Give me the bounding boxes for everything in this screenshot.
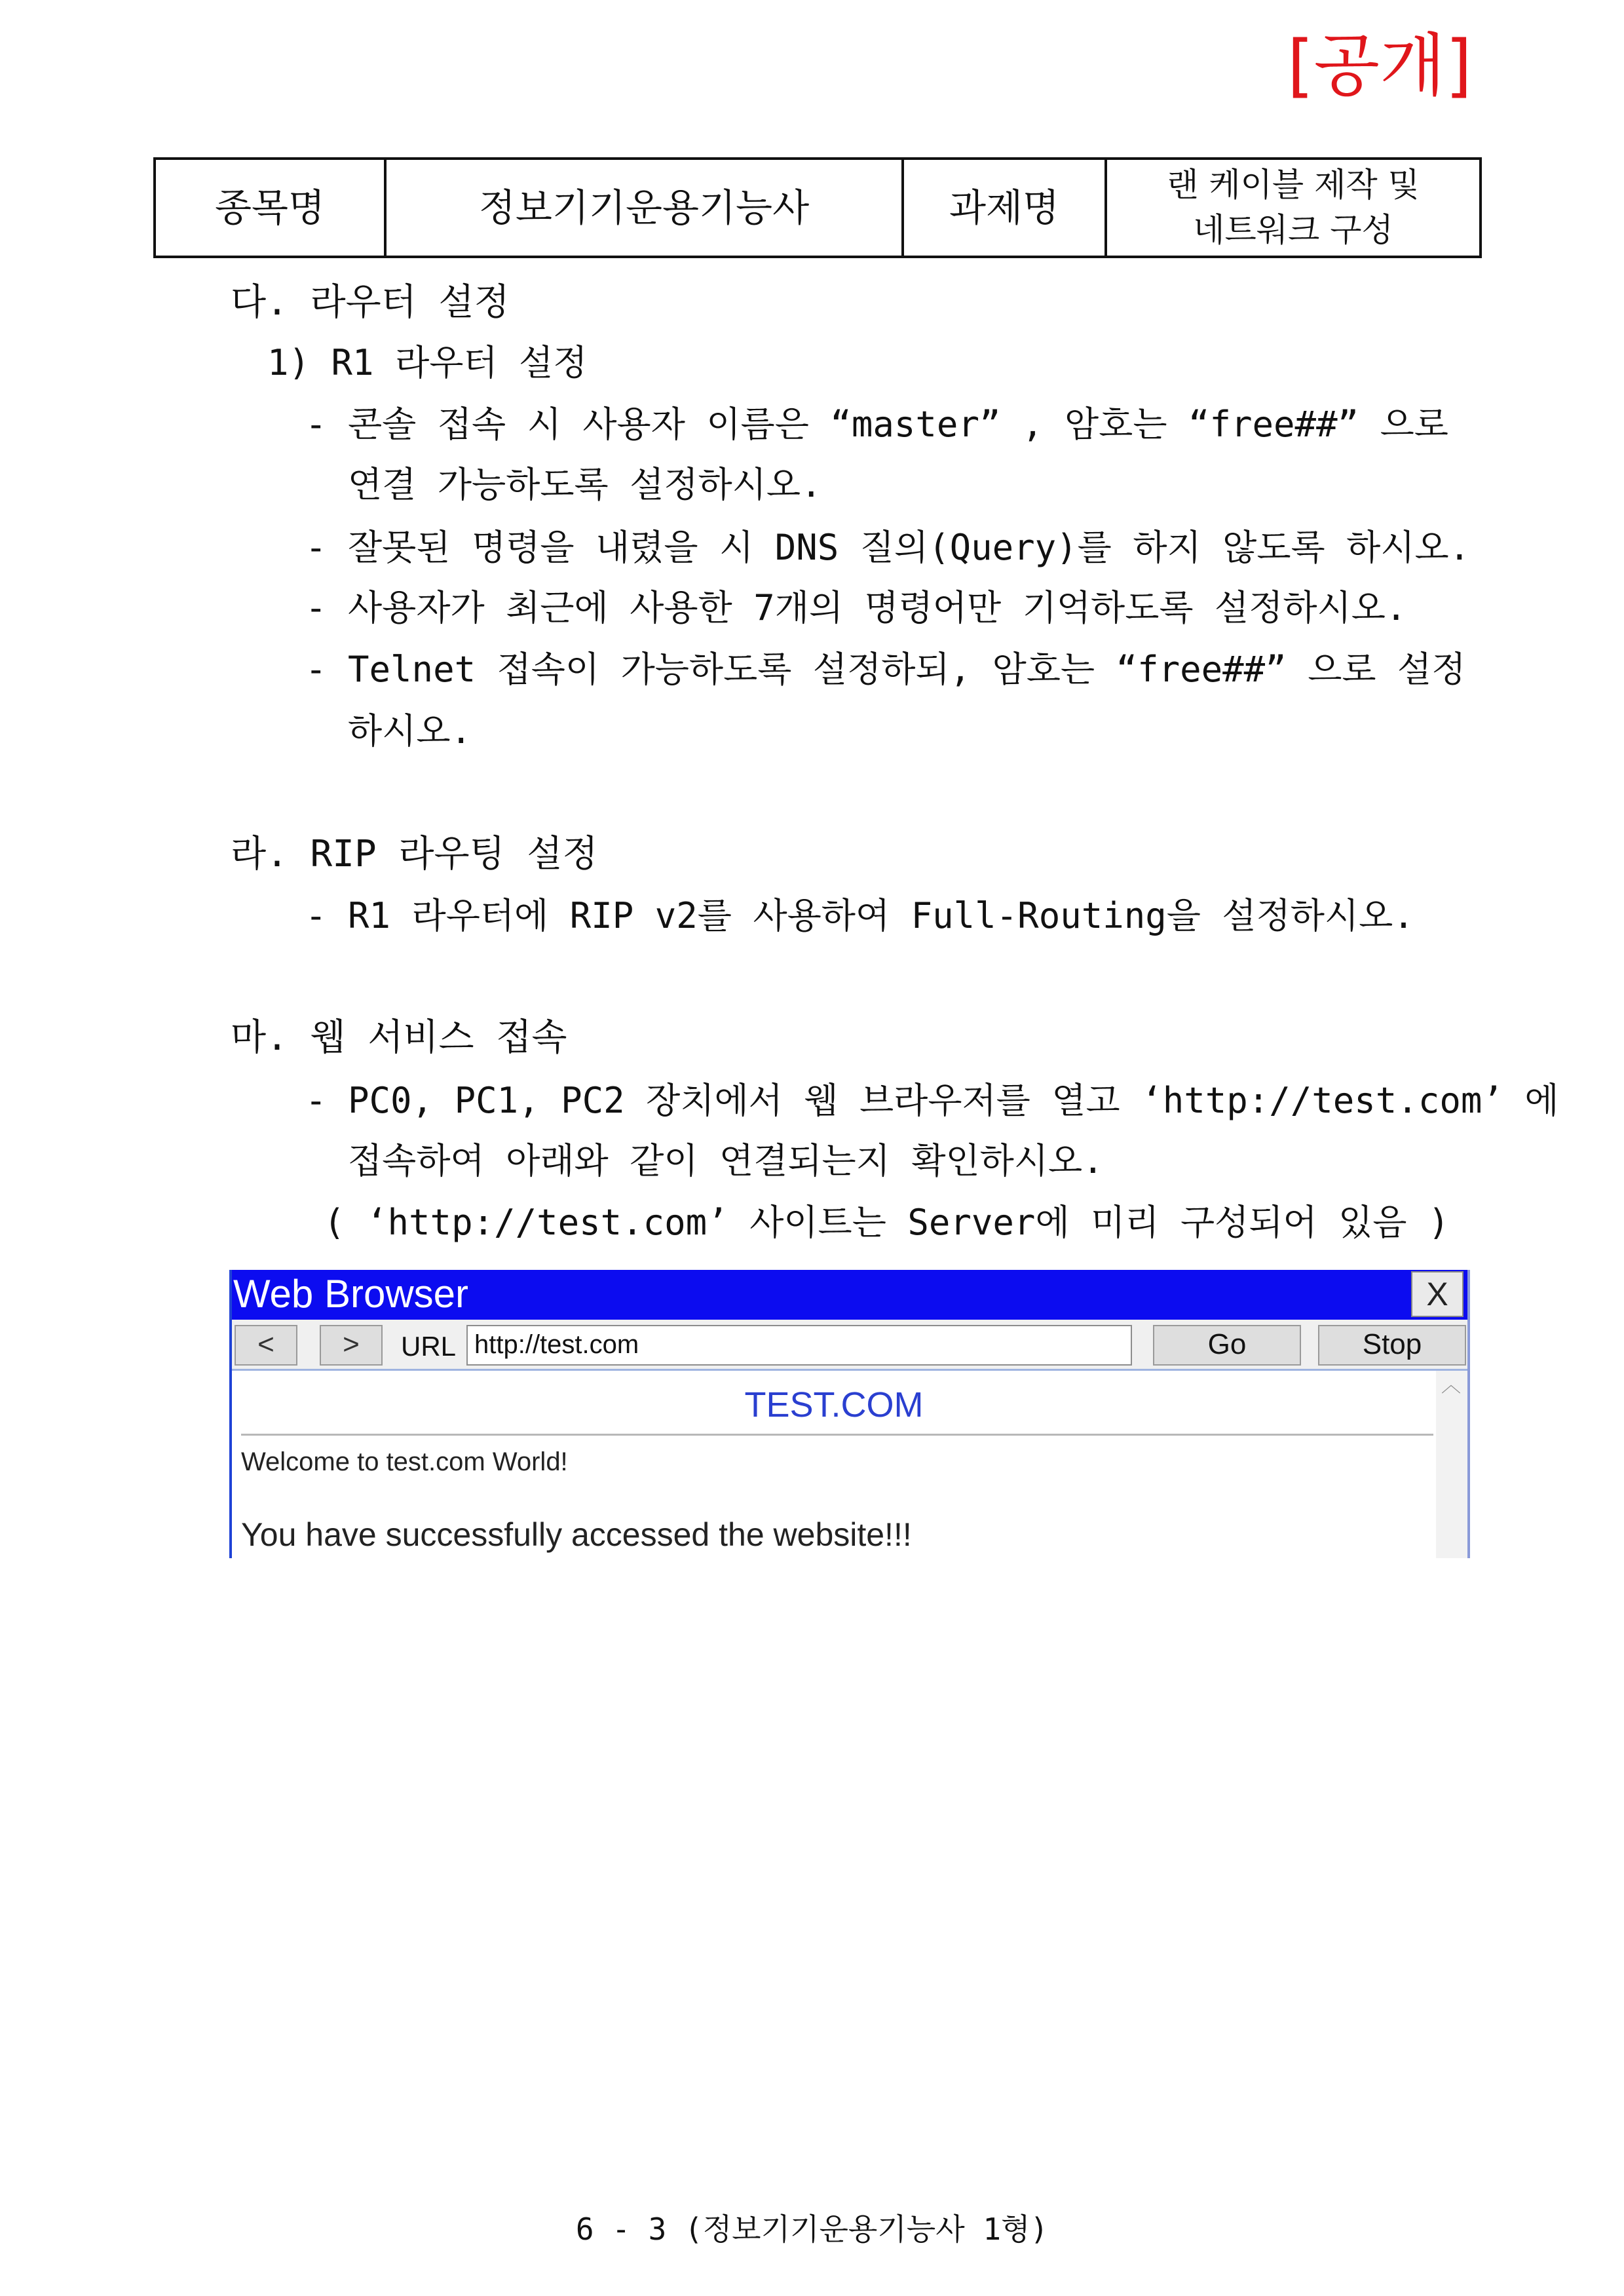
list-item: 연결 가능하도록 설정하시오.	[305, 464, 822, 505]
browser-content	[232, 1371, 1467, 1558]
web-browser-window	[229, 1270, 1470, 1558]
public-badge: [공개]	[1287, 26, 1472, 105]
close-button[interactable]: X	[1411, 1271, 1463, 1317]
go-button[interactable]: Go	[1153, 1325, 1301, 1366]
content-divider	[241, 1434, 1433, 1436]
browser-toolbar	[232, 1320, 1467, 1371]
section-heading-rip: 라. RIP 라우팅 설정	[231, 833, 598, 875]
header-value-item: 정보기기운용기능사	[385, 159, 903, 257]
header-value-task	[1106, 159, 1481, 257]
url-label: URL	[401, 1331, 457, 1362]
note-line: ( ‘http://test.com’ 사이트는 Server에 미리 구성되어 있음 )	[324, 1202, 1450, 1243]
list-item: - 사용자가 최근에 사용한 7개의 명령어만 기억하도록 설정하시오.	[305, 587, 1407, 628]
welcome-text: Welcome to test.com World!	[241, 1447, 568, 1476]
back-button[interactable]: <	[235, 1325, 297, 1366]
section-heading-router: 다. 라우터 설정	[231, 281, 510, 324]
browser-title: Web Browser	[233, 1272, 469, 1316]
site-name: TEST.COM	[744, 1385, 924, 1425]
success-text: You have successfully accessed the website!!!	[241, 1516, 912, 1553]
header-label-task: 과제명	[903, 159, 1106, 257]
stop-button[interactable]: Stop	[1318, 1325, 1466, 1366]
section-heading-web: 마. 웹 서비스 접속	[231, 1016, 567, 1059]
task-line-2: 네트워크 구성	[1193, 211, 1393, 249]
list-item: - 콘솔 접속 시 사용자 이름은 “master” , 암호는 “free##” 으로	[305, 404, 1448, 445]
forward-button[interactable]: >	[320, 1325, 383, 1366]
header-table	[153, 157, 1482, 258]
task-line-1: 랜 케이블 제작 및	[1167, 166, 1420, 204]
header-label-item: 종목명	[155, 159, 385, 257]
browser-titlebar	[232, 1270, 1467, 1320]
subsection-r1: 1) R1 라우터 설정	[267, 342, 588, 383]
list-item: 하시오.	[305, 710, 472, 752]
list-item: - PC0, PC1, PC2 장치에서 웹 브라우저를 열고 ‘http://test.com’ 에	[305, 1080, 1559, 1121]
scroll-up-icon[interactable]: ︿	[1441, 1375, 1461, 1396]
url-input[interactable]: http://test.com	[466, 1325, 1132, 1366]
page-footer: 6 - 3 (정보기기운용기능사 1형)	[575, 2211, 1049, 2247]
list-item: 접속하여 아래와 같이 연결되는지 확인하시오.	[305, 1140, 1104, 1181]
vertical-scrollbar[interactable]	[1436, 1371, 1467, 1558]
list-item: - R1 라우터에 RIP v2를 사용하여 Full-Routing을 설정하시오.	[305, 895, 1414, 936]
list-item: - 잘못된 명령을 내렸을 시 DNS 질의(Query)를 하지 않도록 하시오.	[305, 527, 1471, 568]
list-item: - Telnet 접속이 가능하도록 설정하되, 암호는 “free##” 으로 설정	[305, 649, 1466, 690]
